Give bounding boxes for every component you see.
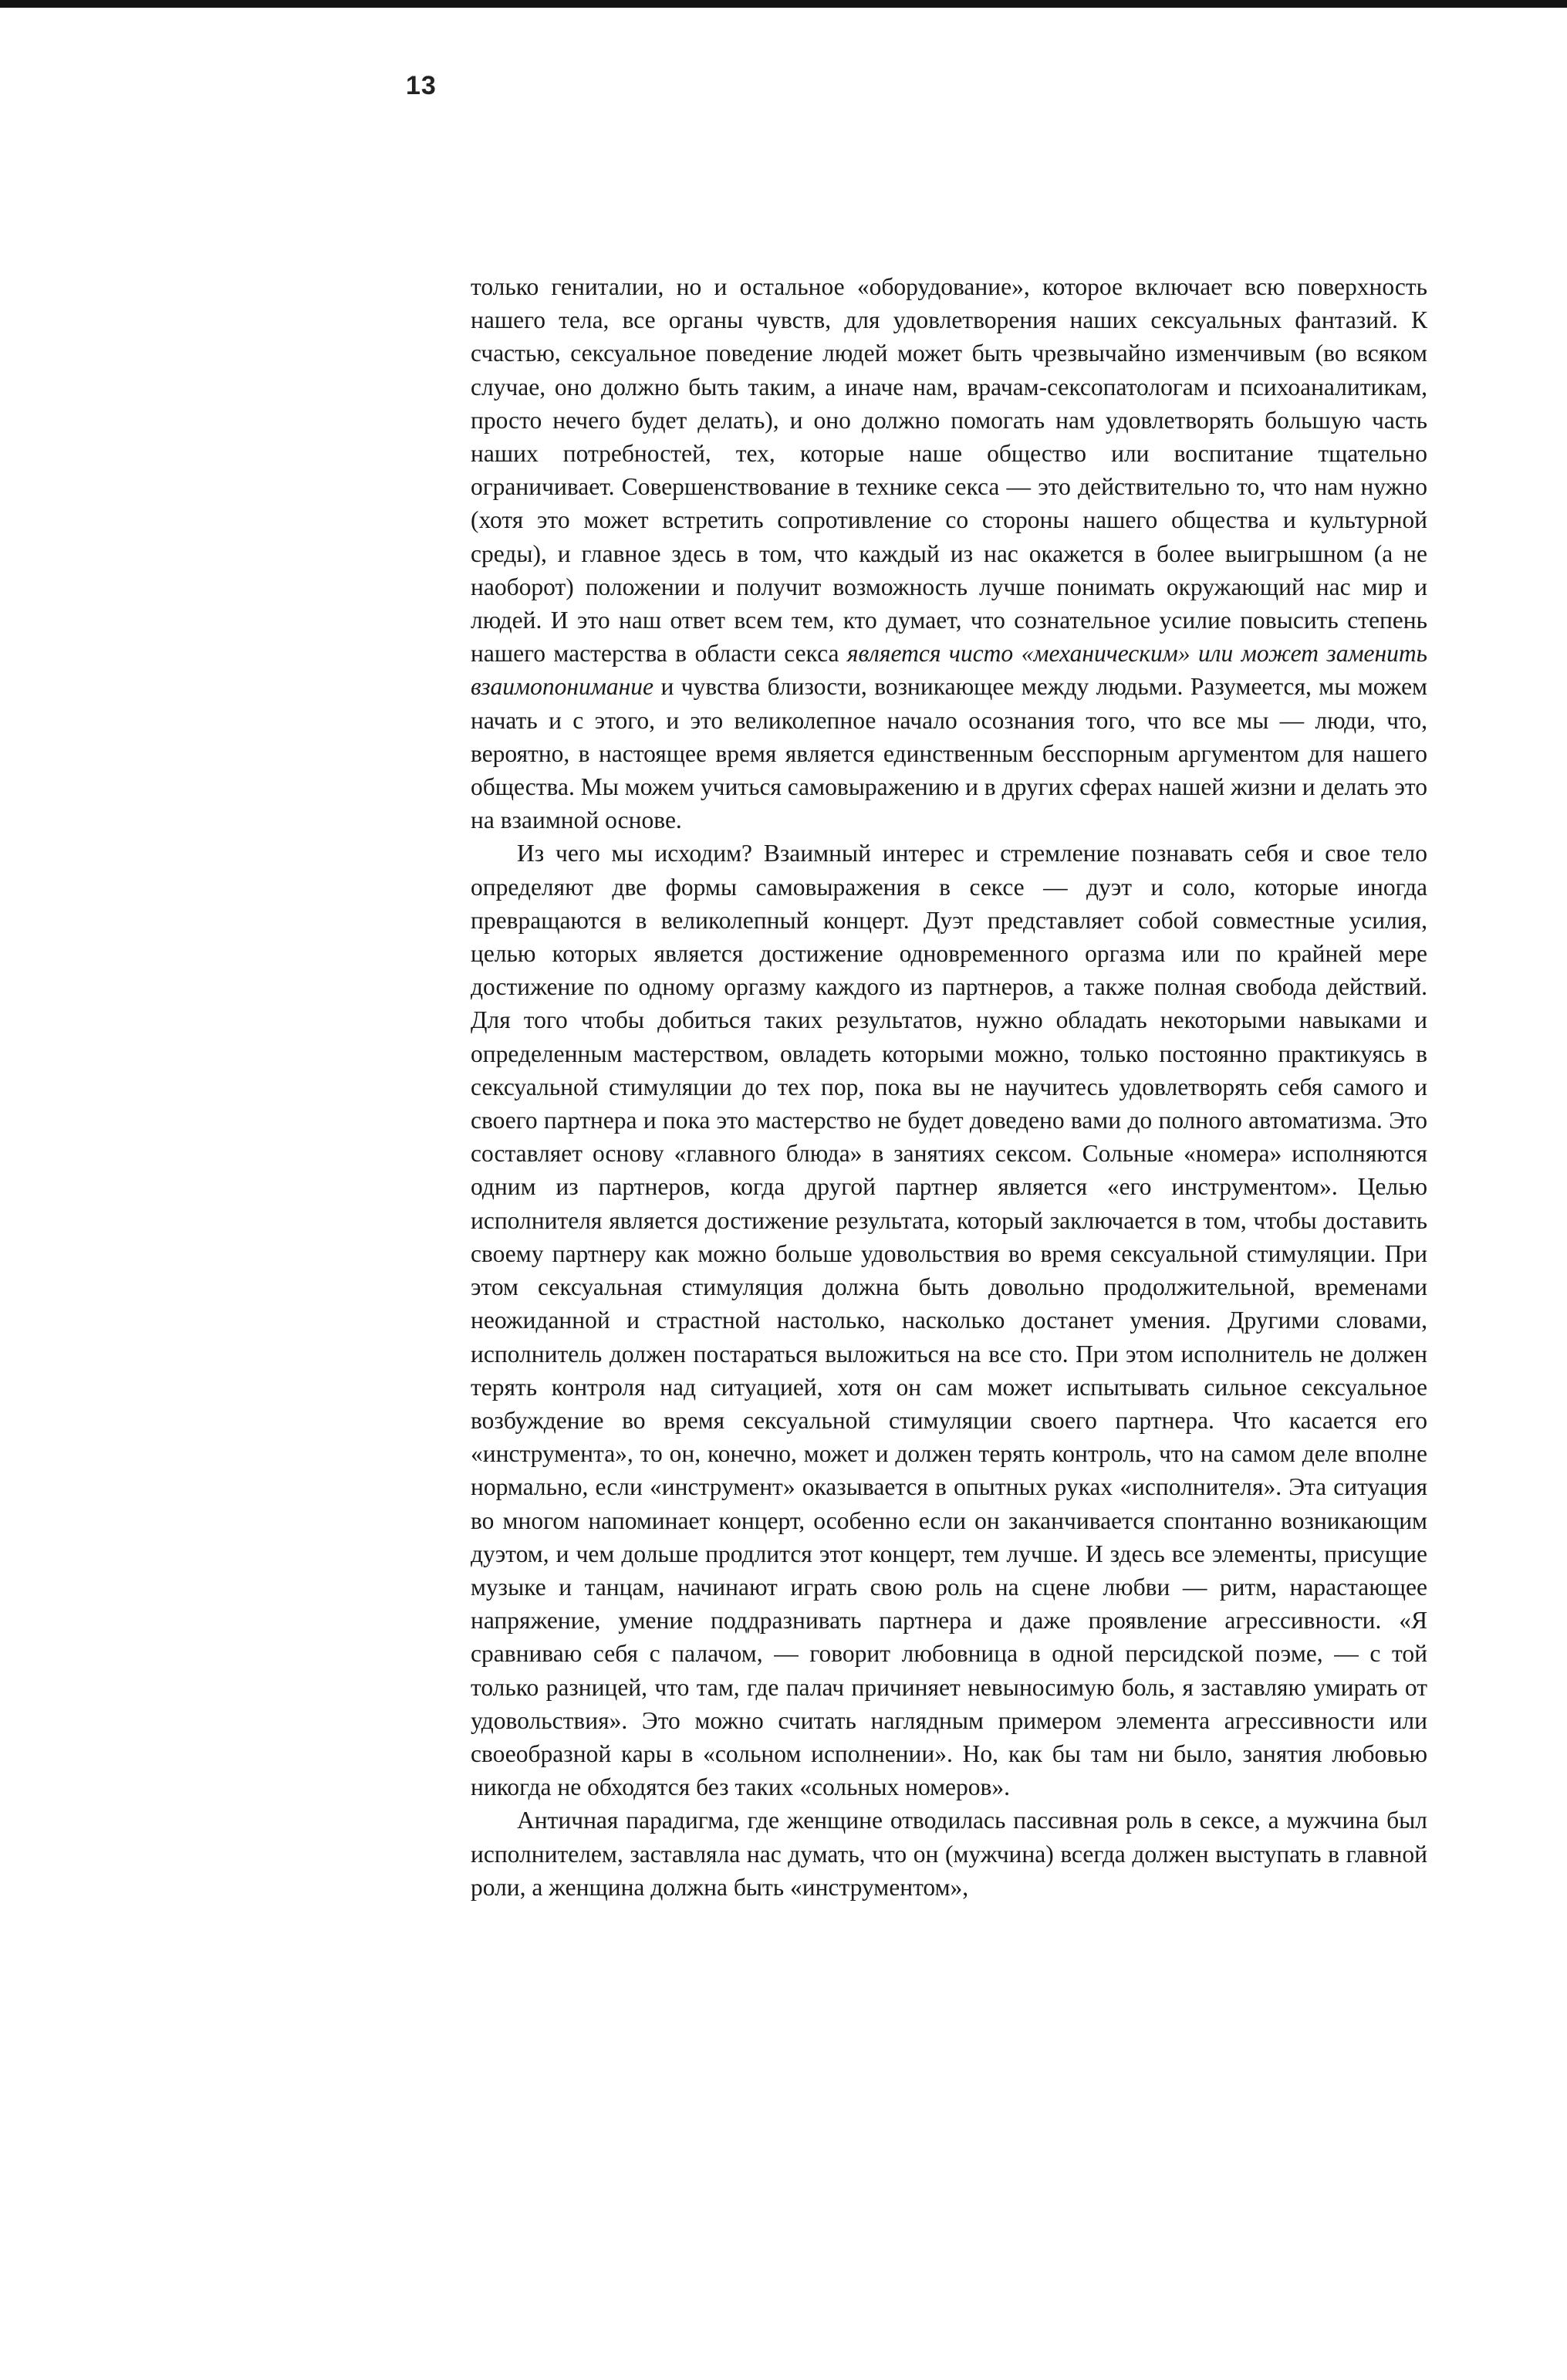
paragraph: [471, 1804, 1427, 1904]
italic-text-run: является чисто «механическим» или может заменить взаимопонимание: [471, 640, 1427, 701]
top-edge-rule: [0, 0, 1567, 8]
text-run: и чувства близости, возникающее между людьми. Разумеется, мы можем начать и с этого, и это великолепное начало осознания того, что все мы — люди, что, вероятно, в настоящее время является единственным бесспорным аргументом для нашего общества. Мы можем учиться самовыражению и в других сферах нашей жизни и делать это на взаимной основе.: [471, 673, 1427, 834]
body-text: [471, 270, 1427, 1904]
page-number: 13: [406, 71, 437, 100]
text-run: Из чего мы исходим? Взаимный интерес и стремление познавать себя и свое тело определяют две формы самовыражения в сексе — дуэт и соло, которые иногда превращаются в великолепный концерт. Дуэт представляет собой совместные усилия, целью которых является достижение одновременного оргазма или по крайней мере достижение по одному оргазму каждого из партнеров, а также полная свобода действий. Для того чтобы добиться таких результатов, нужно обладать некоторыми навыками и определенным мастерством, овладеть которыми можно, только постоянно практикуясь в сексуальной стимуляции до тех пор, пока вы не научитесь удовлетворять себя самого и своего партнера и пока это мастерство не будет доведено вами до полного автоматизма. Это составляет основу «главного блюда» в занятиях сексом. Сольные «номера» исполняются одним из партнеров, когда другой партнер является «его инструментом». Целью исполнителя является достижение результата, который заключается в том, чтобы доставить своему партнеру как можно больше удовольствия во время сексуальной стимуляции. При этом сексуальная стимуляция должна быть довольно продолжительной, временами неожиданной и страстной настолько, насколько достанет умения. Другими словами, исполнитель должен постараться выложиться на все сто. При этом исполнитель не должен терять контроля над ситуацией, хотя он сам может испытывать сильное сексуальное возбуждение во время сексуальной стимуляции своего партнера. Что касается его «инструмента», то он, конечно, может и должен терять контроль, что на самом деле вполне нормально, если «инструмент» оказывается в опытных руках «исполнителя». Эта ситуация во многом напоминает концерт, особенно если он заканчивается спонтанно возникающим дуэтом, и чем дольше продлится этот концерт, тем лучше. И здесь все элементы, присущие музыке и танцам, начинают играть свою роль на сцене любви — ритм, нарастающее напряжение, умение поддразнивать партнера и даже проявление агрессивности. «Я сравниваю себя с палачом, — говорит любовница в одной персидской поэме, — с той только разницей, что там, где палач причиняет невыносимую боль, я заставляю умирать от удовольствия». Это можно считать наглядным примером элемента агрессивности или своеобразной кары в «сольном исполнении». Но, как бы там ни было, занятия любовью никогда не обходятся без таких «сольных номеров».: [471, 840, 1427, 1801]
text-run: только гениталии, но и остальное «оборудование», которое включает всю поверхность нашего тела, все органы чувств, для удовлетворения наших сексуальных фантазий. К счастью, сексуальное поведение людей может быть чрезвычайно изменчивым (во всяком случае, оно должно быть таким, а иначе нам, врачам-сексопатологам и психоаналитикам, просто нечего будет делать), и оно должно помогать нам удовлетворять большую часть наших потребностей, тех, которые наше общество или воспитание тщательно ограничивает. Совершенствование в технике секса — это действительно то, что нам нужно (хотя это может встретить сопротивление со стороны нашего общества и культурной среды), и главное здесь в том, что каждый из нас окажется в более выигрышном (а не наоборот) положении и получит возможность лучше понимать окружающий нас мир и людей. И это наш ответ всем тем, кто думает, что сознательное усилие повысить степень нашего мастерства в области секса: [471, 273, 1427, 668]
paragraph: [471, 837, 1427, 1804]
text-run: Античная парадигма, где женщине отводилась пассивная роль в сексе, а мужчина был исполнителем, заставляла нас думать, что он (мужчина) всегда должен выступать в главной роли, а женщина должна быть «инструментом»,: [471, 1807, 1427, 1901]
paragraph: [471, 270, 1427, 837]
